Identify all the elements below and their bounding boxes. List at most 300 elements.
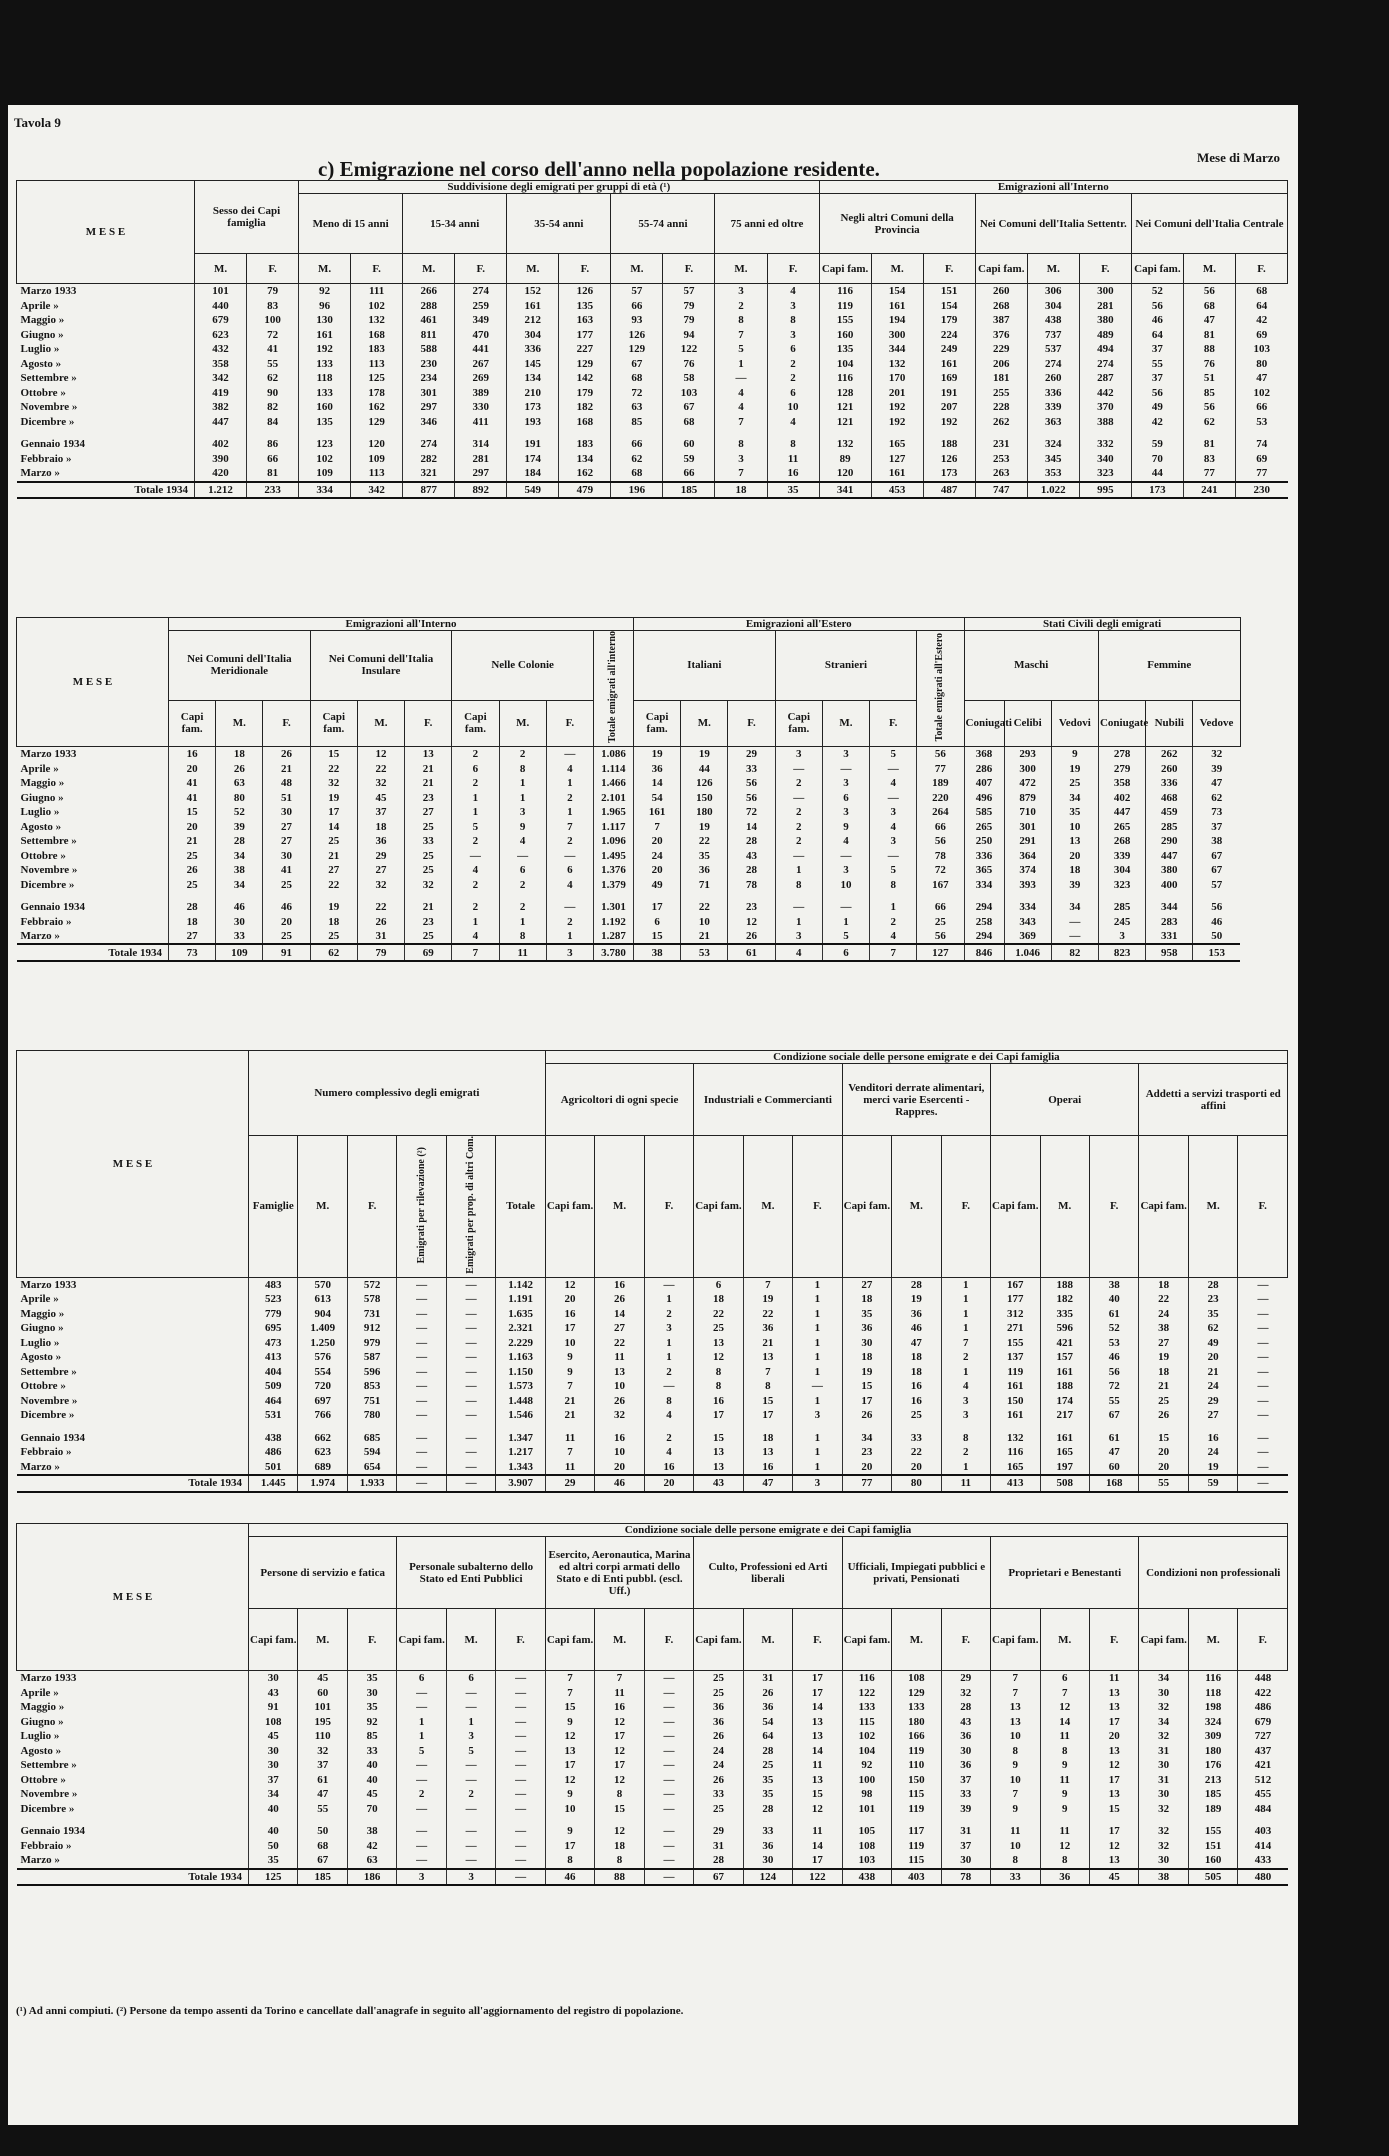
spacer-cell [249,1423,298,1431]
value-cell: 38 [216,863,263,878]
value-cell: — [397,1824,446,1839]
month-cell: Novembre » [20,864,78,877]
spacer-cell [975,429,1027,437]
value-cell: — [775,761,822,776]
month-label: Mese di Marzo [1196,150,1280,165]
value-cell: 81 [247,466,299,482]
table-row [17,1431,1288,1446]
value-cell: 13 [595,1365,644,1380]
total-cell: 35 [767,482,819,499]
internal-emig-header: Emigrazioni all'Interno [169,618,634,631]
spacer-cell [1079,429,1131,437]
value-cell: 258 [964,914,1004,929]
value-cell: — [1238,1394,1288,1409]
value-cell: 38 [1139,1321,1188,1336]
col-f: F. [546,700,593,746]
value-cell: 166 [892,1729,941,1744]
value-cell: 1.379 [593,877,633,892]
value-cell: 262 [1146,746,1193,761]
value-cell: 25 [405,863,452,878]
value-cell: 245 [1098,914,1145,929]
value-cell: 281 [455,452,507,467]
value-cell: 1.163 [496,1350,545,1365]
value-cell: — [496,1715,545,1730]
value-cell: 46 [892,1321,941,1336]
value-cell: 1 [793,1365,842,1380]
value-cell: 14 [793,1744,842,1759]
spacer-cell [559,429,611,437]
value-cell: 127 [871,452,923,467]
value-cell: 119 [892,1744,941,1759]
value-cell: 56 [1183,400,1235,415]
value-cell: 55 [1089,1394,1138,1409]
value-cell: 1.466 [593,776,633,791]
col-capi: Capi fam. [694,1136,743,1278]
value-cell: 116 [1188,1671,1237,1686]
value-cell: 437 [1238,1744,1288,1759]
table-row [17,1671,1288,1686]
total-cell: 334 [299,482,351,499]
total-cell: 61 [728,944,775,961]
value-cell: 30 [249,1671,298,1686]
col-capi: Capi fam. [1139,1609,1188,1671]
value-cell: 207 [923,400,975,415]
value-cell: 185 [1188,1787,1237,1802]
value-cell: 596 [1040,1321,1089,1336]
value-cell: 155 [991,1336,1040,1351]
value-cell: 12 [595,1773,644,1788]
value-cell: 1.150 [496,1365,545,1380]
value-cell: — [397,1394,446,1409]
total-cell: 127 [917,944,964,961]
value-cell: 8 [991,1744,1040,1759]
value-cell: 104 [842,1744,891,1759]
table-row [17,1350,1288,1365]
value-cell: 11 [767,452,819,467]
value-cell: 260 [1146,761,1193,776]
col-emig-rilevazione [397,1136,446,1278]
col-f: F. [644,1609,693,1671]
month-cell: Marzo 1933 [20,1278,77,1291]
value-cell: 56 [728,790,775,805]
value-cell: 68 [1235,284,1287,299]
total-cell: 480 [1238,1869,1288,1886]
total-cell: 4 [775,944,822,961]
col-emig-proposta-label: Emigrati per prop. di altri Com. [465,1136,477,1274]
value-cell: — [397,1839,446,1854]
value-cell: — [496,1758,545,1773]
value-cell: 33 [694,1787,743,1802]
spacer-cell [405,892,452,900]
col-m: M. [195,254,247,284]
value-cell: 174 [1040,1394,1089,1409]
spacer-cell [694,1423,743,1431]
value-cell: 17 [310,805,357,820]
value-cell: 879 [1004,790,1051,805]
value-cell: 109 [299,466,351,482]
col-vedovi: Vedovi [1051,700,1098,746]
value-cell: — [1238,1336,1288,1351]
value-cell: 17 [595,1758,644,1773]
ufficiali-header: Ufficiali, Impiegati pubblici e privati, Pensionati [842,1537,990,1609]
value-cell: 20 [1089,1729,1138,1744]
col-capi: Capi fam. [397,1609,446,1671]
value-cell: 17 [1089,1824,1138,1839]
value-cell: 100 [247,313,299,328]
value-cell: 265 [964,819,1004,834]
value-cell: 43 [249,1686,298,1701]
value-cell: 154 [923,299,975,314]
col-m: M. [216,700,263,746]
total-cell: 1.212 [195,482,247,499]
mese-header: M E S E [17,1051,249,1278]
value-cell: 160 [299,400,351,415]
civil-status-header: Stati Civili degli emigrati [964,618,1240,631]
month-cell: Agosto » [20,357,62,370]
total-cell: 122 [793,1869,842,1886]
value-cell: 22 [595,1336,644,1351]
value-cell: 135 [819,342,871,357]
value-cell: 531 [249,1408,298,1423]
total-cell: 508 [1040,1475,1089,1492]
value-cell: 9 [545,1787,594,1802]
value-cell: 19 [743,1292,792,1307]
value-cell: 3 [822,776,869,791]
total-cell: 403 [892,1869,941,1886]
month-cell: Settembre » [20,835,77,848]
value-cell: 780 [347,1408,396,1423]
col-capi: Capi fam. [169,700,216,746]
value-cell: 263 [975,466,1027,482]
value-cell: 168 [559,415,611,430]
table-row [17,776,1288,791]
value-cell: 382 [195,400,247,415]
value-cell: 27 [263,819,310,834]
value-cell: — [644,1839,693,1854]
value-cell: 332 [1079,437,1131,452]
value-cell: 720 [298,1379,347,1394]
col-f: F. [1089,1136,1138,1278]
value-cell: 12 [1040,1700,1089,1715]
value-cell: 98 [842,1787,891,1802]
col-m: M. [1040,1136,1089,1278]
value-cell: 30 [249,1744,298,1759]
value-cell: 155 [1188,1824,1237,1839]
value-cell: 441 [455,342,507,357]
value-cell: 32 [941,1686,990,1701]
value-cell: 2 [767,357,819,372]
table-row [17,790,1288,805]
value-cell: 180 [681,805,728,820]
value-cell: 274 [1079,357,1131,372]
total-cell: 230 [1235,482,1287,499]
value-cell: 12 [545,1773,594,1788]
table-row [17,400,1288,415]
value-cell: 78 [728,877,775,892]
value-cell: 291 [1004,834,1051,849]
value-cell: 9 [1040,1802,1089,1817]
value-cell: 260 [1027,371,1079,386]
value-cell: 11 [793,1758,842,1773]
value-cell: 48 [263,776,310,791]
table-row [17,1307,1288,1322]
value-cell: 39 [1193,761,1240,776]
value-cell: 285 [1098,900,1145,915]
value-cell: 69 [1235,328,1287,343]
italiani-header: Italiani [633,631,775,701]
value-cell: 4 [822,834,869,849]
total-cell: 1.046 [1004,944,1051,961]
value-cell: 4 [644,1445,693,1460]
spacer-cell [917,892,964,900]
value-cell: 44 [681,761,728,776]
table-row [17,914,1288,929]
value-cell: 12 [1040,1839,1089,1854]
value-cell: 37 [298,1758,347,1773]
month-cell: Ottobre » [20,849,66,862]
value-cell: 108 [842,1839,891,1854]
value-cell: 4 [870,819,917,834]
value-cell: — [446,1350,495,1365]
total-cell: 168 [1089,1475,1138,1492]
value-cell: 80 [1235,357,1287,372]
value-cell: 447 [1098,805,1145,820]
table-row [17,1773,1288,1788]
value-cell: 1.448 [496,1394,545,1409]
value-cell: 6 [767,386,819,401]
total-emigrants-header: Numero complessivo degli emigrati [249,1051,546,1136]
total-cell: 46 [545,1869,594,1886]
value-cell: 88 [1183,342,1235,357]
value-cell: 119 [991,1365,1040,1380]
value-cell: 496 [964,790,1004,805]
value-cell: 179 [923,313,975,328]
value-cell: 737 [1027,328,1079,343]
value-cell: 21 [681,929,728,945]
value-cell: 5 [870,746,917,761]
value-cell: 1 [499,776,546,791]
value-cell: 10 [595,1445,644,1460]
col-m: M. [1188,1609,1237,1671]
value-cell: 374 [1004,863,1051,878]
value-cell: — [1238,1321,1288,1336]
total-cell: 7 [452,944,499,961]
value-cell: 53 [1089,1336,1138,1351]
value-cell: 34 [1139,1671,1188,1686]
spacer-cell [195,429,247,437]
value-cell: — [644,1758,693,1773]
total-internal-header [593,631,633,747]
value-cell: 162 [559,466,611,482]
spacer-cell [595,1816,644,1824]
value-cell: 8 [767,313,819,328]
t2-subheader-row [17,700,1288,746]
value-cell: — [644,1671,693,1686]
value-cell: 20 [633,834,680,849]
culto-header: Culto, Professioni ed Arti liberali [694,1537,842,1609]
value-cell: 81 [1183,437,1235,452]
value-cell: 70 [1131,452,1183,467]
value-cell: 71 [681,877,728,892]
value-cell: 16 [767,466,819,482]
value-cell: 253 [975,452,1027,467]
value-cell: 28 [728,834,775,849]
value-cell: 49 [1188,1336,1237,1351]
value-cell: 25 [169,877,216,892]
value-cell: 17 [743,1408,792,1423]
value-cell: 6 [397,1671,446,1686]
spacer-cell [1027,429,1079,437]
value-cell: 4 [452,929,499,945]
value-cell: 344 [1146,900,1193,915]
value-cell: 16 [644,1460,693,1476]
value-cell: 314 [455,437,507,452]
value-cell: 16 [595,1431,644,1446]
value-cell: 2.101 [593,790,633,805]
value-cell: 3 [446,1729,495,1744]
value-cell: 23 [405,790,452,805]
value-cell: 2 [499,877,546,892]
value-cell: 27 [405,805,452,820]
value-cell: 231 [975,437,1027,452]
spacer-cell [611,429,663,437]
value-cell: 201 [871,386,923,401]
spacer-cell [842,1816,891,1824]
page-title: c) Emigrazione nel corso dell'anno nella popolazione residente. [318,157,880,181]
value-cell: 27 [263,834,310,849]
agricoltori-header: Agricoltori di ogni specie [545,1064,693,1136]
value-cell: 18 [357,819,404,834]
value-cell: 28 [694,1853,743,1869]
value-cell: 623 [298,1445,347,1460]
value-cell: 36 [842,1321,891,1336]
value-cell: 108 [249,1715,298,1730]
value-cell: 324 [1188,1715,1237,1730]
value-cell: 21 [405,761,452,776]
value-cell: 279 [1098,761,1145,776]
col-f: F. [793,1609,842,1671]
value-cell: 13 [1089,1853,1138,1869]
value-cell: 102 [351,299,403,314]
value-cell: 286 [964,761,1004,776]
value-cell: — [397,1460,446,1476]
value-cell: 105 [842,1824,891,1839]
table-row [17,877,1288,892]
month-cell: Aprile » [20,1686,59,1699]
value-cell: 679 [195,313,247,328]
dest-settentrionale: Nei Comuni dell'Italia Settentr. [975,194,1131,254]
dest-insulare: Nei Comuni dell'Italia Insulare [310,631,452,701]
spacer-cell [1098,892,1145,900]
value-cell: 15 [793,1787,842,1802]
value-cell: 523 [249,1292,298,1307]
spacer-cell [941,1816,990,1824]
value-cell: 501 [249,1460,298,1476]
spacer-cell [1146,892,1193,900]
value-cell: 73 [1193,805,1240,820]
table-row [17,1379,1288,1394]
value-cell: 486 [1238,1700,1288,1715]
total-cell: 846 [964,944,1004,961]
table-row [17,429,1288,437]
value-cell: 56 [917,929,964,945]
value-cell: 53 [1235,415,1287,430]
value-cell: 30 [1139,1853,1188,1869]
value-cell: 28 [169,900,216,915]
value-cell: 16 [694,1394,743,1409]
spacer-cell [169,892,216,900]
value-cell: — [644,1729,693,1744]
value-cell: 27 [842,1277,891,1292]
value-cell: 91 [249,1700,298,1715]
month-cell: Novembre » [20,1394,78,1407]
value-cell: 47 [892,1336,941,1351]
col-f: F. [1235,254,1287,284]
value-cell: 67 [663,400,715,415]
value-cell: 133 [299,386,351,401]
value-cell: 89 [819,452,871,467]
value-cell: 364 [1004,848,1051,863]
spacer-cell [499,892,546,900]
value-cell: — [397,1277,446,1292]
total-cell: — [397,1475,446,1492]
total-cell: 3 [446,1869,495,1886]
value-cell: 67 [611,357,663,372]
value-cell: 57 [1193,877,1240,892]
value-cell: 17 [793,1686,842,1701]
value-cell: 1.409 [298,1321,347,1336]
value-cell: — [1238,1307,1288,1322]
value-cell: 2 [941,1445,990,1460]
value-cell: 79 [663,313,715,328]
month-cell: Agosto » [20,1351,62,1364]
total-cell: 747 [975,482,1027,499]
value-cell: 34 [1051,790,1098,805]
value-cell: 64 [1131,328,1183,343]
value-cell: 46 [216,900,263,915]
value-cell: 18 [1051,863,1098,878]
value-cell: 27 [1139,1336,1188,1351]
total-cell: 453 [871,482,923,499]
value-cell: 380 [1146,863,1193,878]
value-cell: 336 [964,848,1004,863]
value-cell: 3 [644,1321,693,1336]
table-age-groups [16,180,1288,499]
value-cell: 170 [871,371,923,386]
col-famiglie: Famiglie [249,1136,298,1278]
value-cell: 8 [545,1853,594,1869]
value-cell: 161 [923,357,975,372]
value-cell: — [446,1321,495,1336]
value-cell: 42 [1235,313,1287,328]
value-cell: 18 [694,1292,743,1307]
total-cell: 62 [310,944,357,961]
value-cell: 390 [195,452,247,467]
total-cell: 3.780 [593,944,633,961]
value-cell: 74 [1235,437,1287,452]
value-cell: 25 [694,1802,743,1817]
value-cell: 21 [1188,1365,1237,1380]
value-cell: 36 [743,1321,792,1336]
value-cell: — [1238,1292,1288,1307]
value-cell: 28 [728,863,775,878]
value-cell: 57 [611,284,663,299]
value-cell: 281 [1079,299,1131,314]
col-f: F. [1238,1136,1288,1278]
spacer-cell [644,1423,693,1431]
value-cell: 66 [611,437,663,452]
value-cell: 26 [595,1292,644,1307]
